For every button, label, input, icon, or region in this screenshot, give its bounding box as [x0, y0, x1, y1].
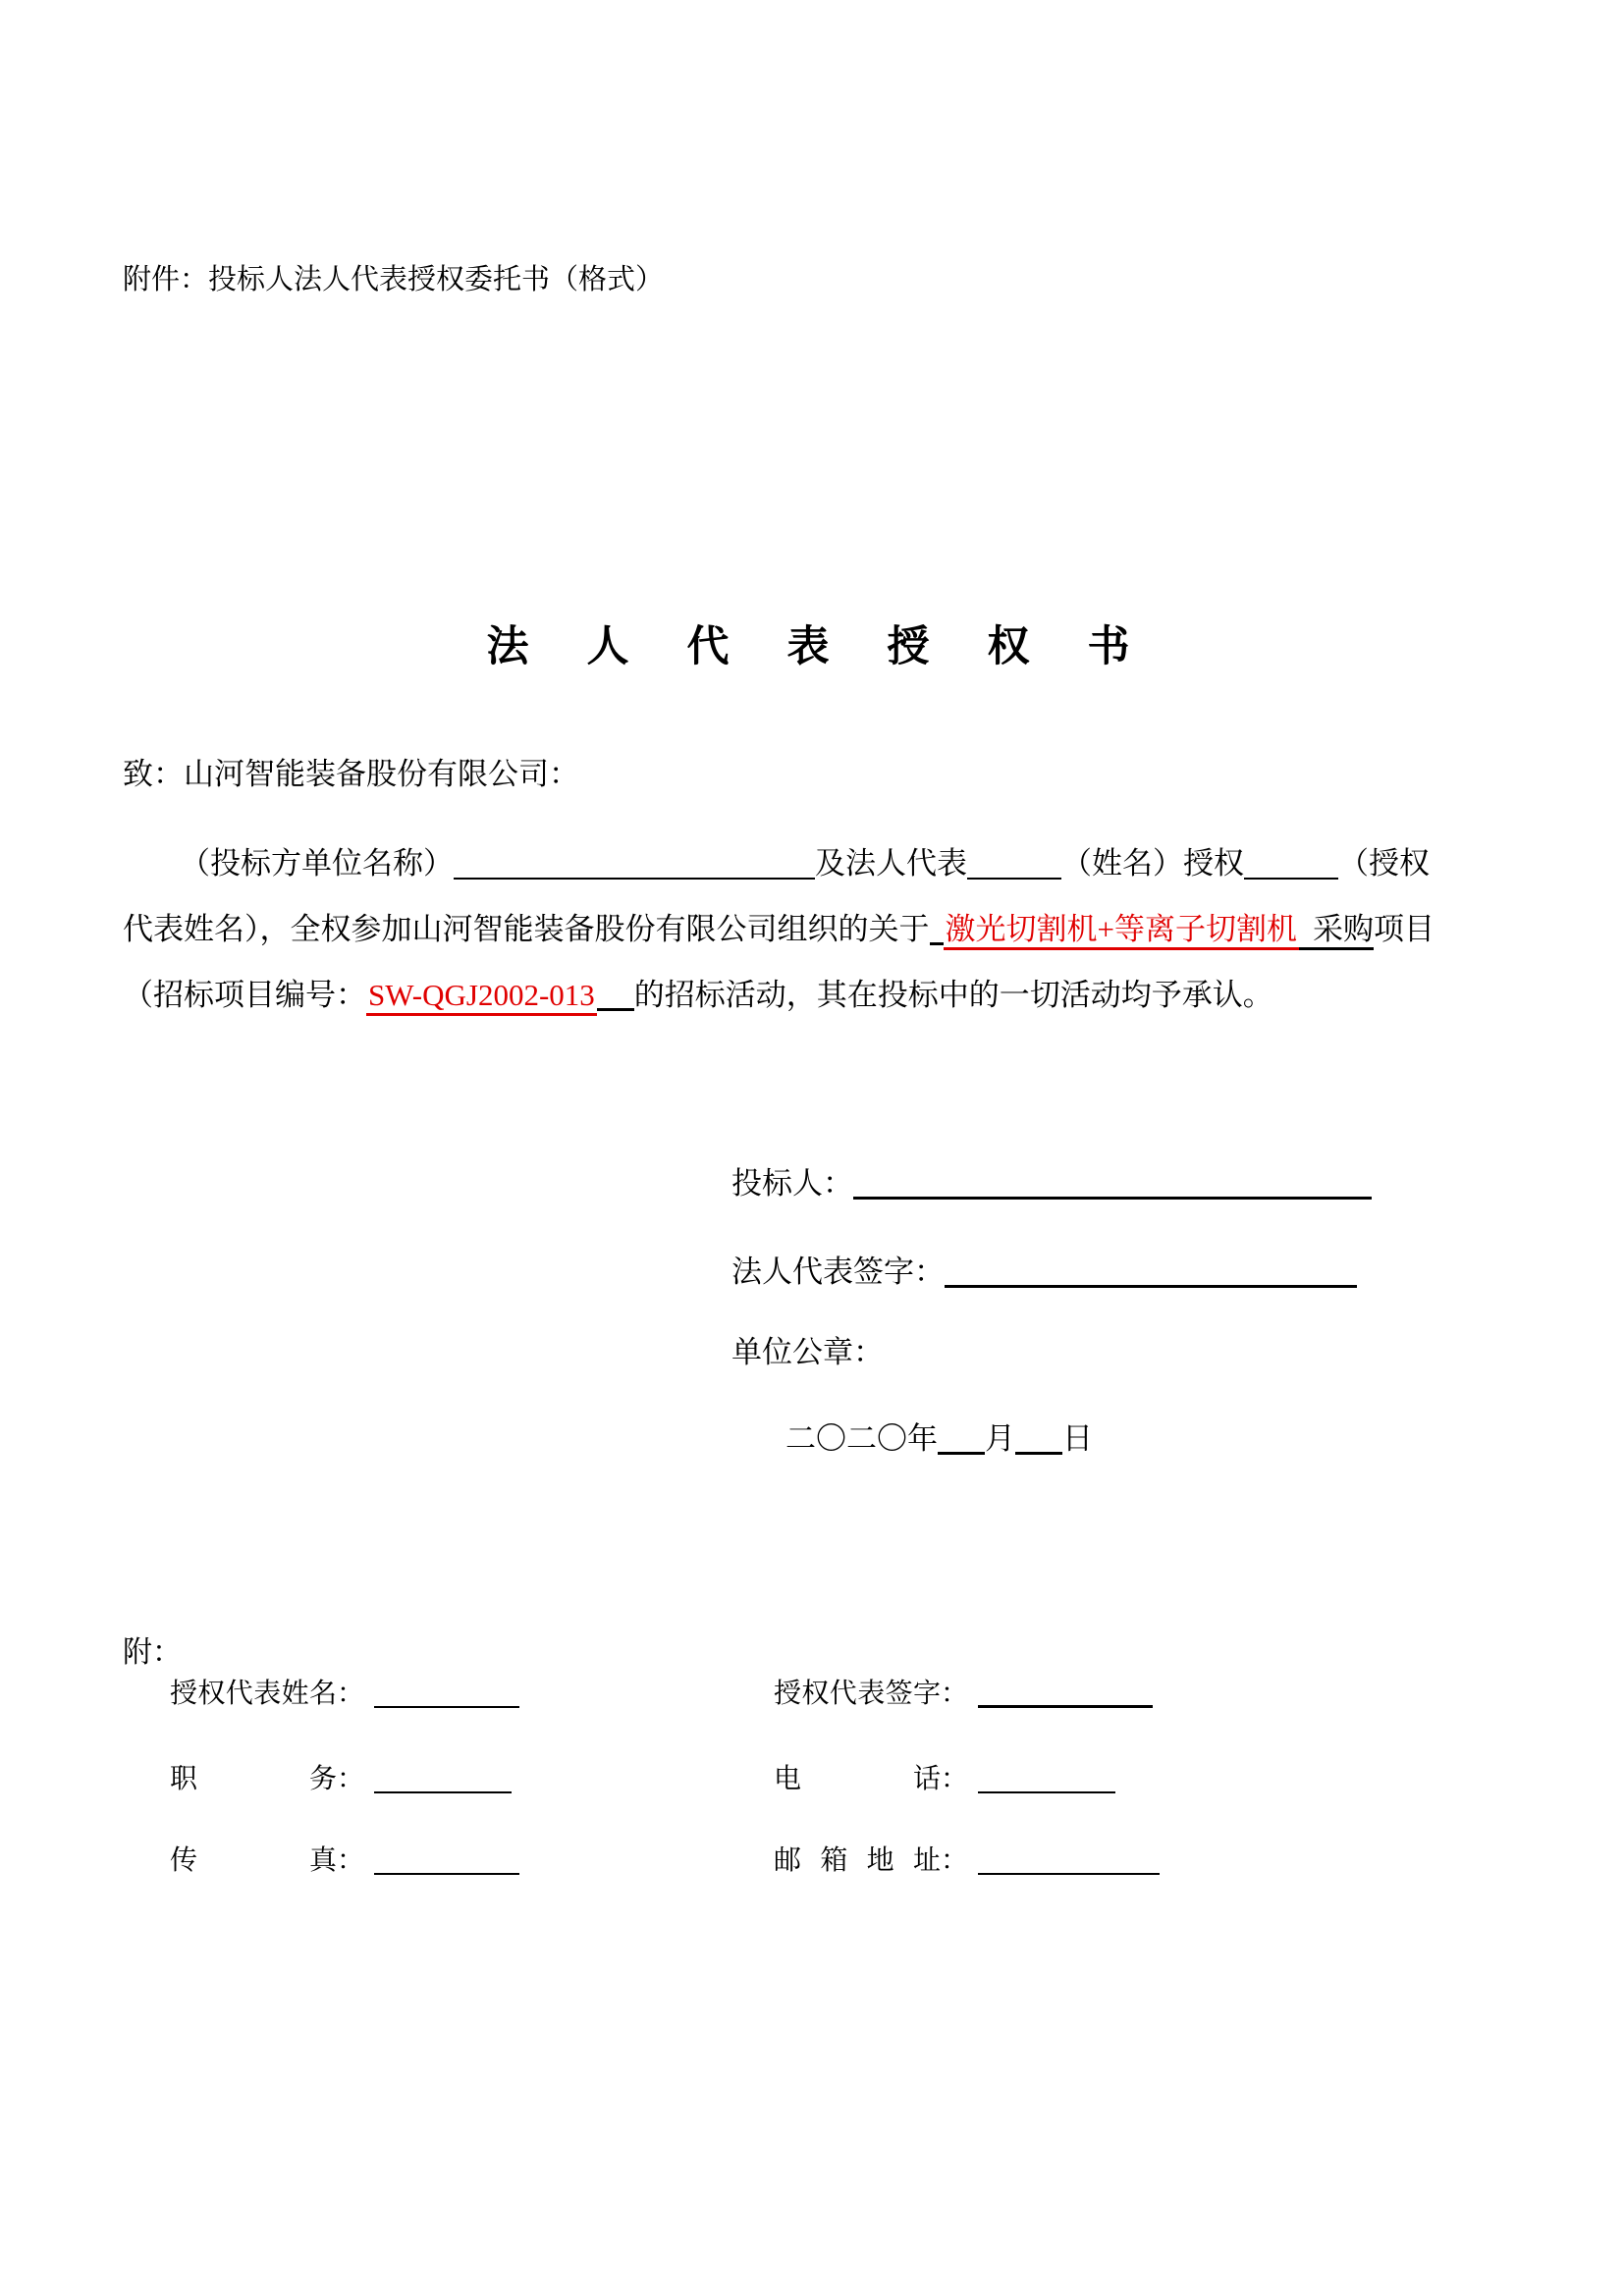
- bidder-fill-blank: [853, 1166, 1372, 1200]
- line2-text: 项目: [1373, 912, 1435, 946]
- field-row-fax-email: [170, 1839, 1564, 1878]
- seal-label: 单位公章：: [731, 1335, 884, 1369]
- legal-rep-signature-line: [731, 1247, 1357, 1291]
- date-day-label: 日: [1062, 1421, 1093, 1456]
- underlined-caigou-text: 采购: [1299, 912, 1374, 950]
- colon: ：: [941, 1679, 969, 1709]
- position-field: [170, 1757, 512, 1796]
- line3-text: 的招标活动，其在投标中的一切活动均予承认。: [633, 978, 1273, 1012]
- fax-blank: [374, 1845, 519, 1875]
- phone-label: 电话: [774, 1764, 941, 1794]
- procurement-items-red-text: 激光切割机+等离子切割机: [944, 912, 1299, 950]
- date-year-label: 二〇二〇年: [785, 1421, 938, 1456]
- seal-line: [731, 1327, 884, 1371]
- phone-field: [774, 1757, 1115, 1796]
- black-underline-gap: [930, 912, 944, 945]
- appendix-heading: 附：: [123, 1636, 182, 1669]
- position-blank: [374, 1764, 512, 1793]
- auth-rep-sign-label: 授权代表签字: [774, 1679, 941, 1709]
- auth-rep-name-field: [170, 1672, 519, 1711]
- line3-text: （招标项目编号：: [123, 978, 366, 1012]
- colon: ：: [337, 1845, 365, 1876]
- legal-rep-fill-blank: [945, 1255, 1357, 1288]
- position-label: 职务: [170, 1764, 337, 1794]
- document-title: 法 人 代 表 授 权 书: [486, 624, 1138, 670]
- auth-rep-name-blank: [374, 1679, 519, 1708]
- colon: ：: [337, 1679, 365, 1709]
- colon: ：: [337, 1764, 365, 1794]
- authorization-paragraph: [123, 830, 1517, 1028]
- email-label: 邮箱地址: [774, 1845, 941, 1876]
- salutation: 致：山河智能装备股份有限公司：: [123, 757, 579, 791]
- auth-rep-sign-field: [774, 1672, 1153, 1711]
- colon: ：: [941, 1764, 969, 1794]
- line1-text: （投标方单位名称）: [180, 846, 454, 881]
- line2-text: 代表姓名），全权参加山河智能装备股份有限公司组织的关于: [123, 912, 930, 946]
- line1-text: （姓名）授权: [1061, 846, 1244, 881]
- legal-rep-sign-label: 法人代表签字：: [731, 1255, 945, 1289]
- date-line: [785, 1414, 1093, 1458]
- email-blank: [978, 1845, 1160, 1875]
- date-month-blank: [938, 1421, 985, 1455]
- paragraph-line-2: [123, 896, 1517, 962]
- bidder-label: 投标人：: [731, 1166, 853, 1201]
- date-day-blank: [1015, 1421, 1062, 1455]
- line1-text: （授权: [1338, 846, 1430, 881]
- phone-blank: [978, 1764, 1115, 1793]
- field-row-name-sign: [170, 1672, 1564, 1711]
- line1-text: 及法人代表: [815, 846, 967, 881]
- paragraph-line-1: [123, 830, 1517, 896]
- fax-label: 传真: [170, 1845, 337, 1876]
- project-number-red-text: SW-QGJ2002-013: [366, 978, 597, 1016]
- fax-field: [170, 1839, 519, 1878]
- fill-blank-legal-rep: [967, 847, 1061, 880]
- email-field: [774, 1839, 1160, 1878]
- fill-blank-company-name: [454, 847, 815, 880]
- bidder-signature-line: [731, 1158, 1372, 1202]
- paragraph-line-3: [123, 962, 1517, 1028]
- auth-rep-sign-blank: [978, 1678, 1153, 1708]
- date-month-label: 月: [985, 1421, 1015, 1456]
- attachment-note: 附件：投标人法人代表授权委托书（格式）: [123, 264, 665, 295]
- fill-blank-authorized-name: [1244, 847, 1338, 880]
- colon: ：: [941, 1845, 969, 1876]
- field-row-position-phone: [170, 1757, 1564, 1796]
- auth-rep-name-label: 授权代表姓名: [170, 1679, 337, 1709]
- black-underline-gap: [597, 978, 634, 1011]
